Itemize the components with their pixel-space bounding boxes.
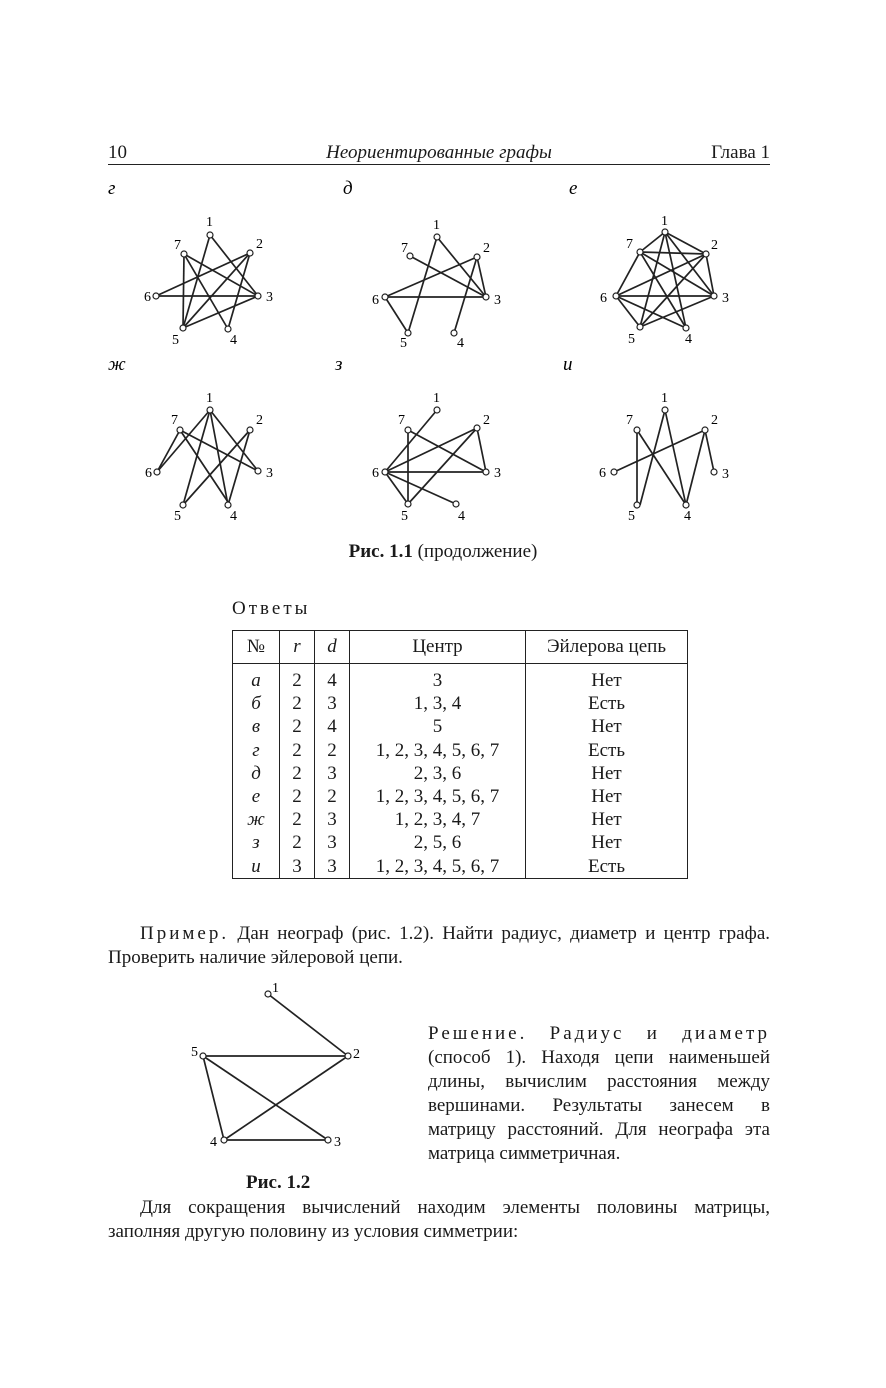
svg-text:3: 3 xyxy=(266,290,273,305)
svg-text:3: 3 xyxy=(266,466,273,481)
svg-text:е: е xyxy=(569,178,578,199)
cell-euler: Нет xyxy=(526,762,688,785)
svg-text:1: 1 xyxy=(272,981,279,996)
cell-diameter: 2 xyxy=(315,785,350,808)
svg-text:2: 2 xyxy=(711,413,718,428)
graph-panel-d xyxy=(343,178,501,351)
figure-1-2 xyxy=(180,980,380,1155)
cell-diameter: 3 xyxy=(315,762,350,785)
cell-euler: Есть xyxy=(526,855,688,879)
table-row xyxy=(233,785,688,808)
cell-radius: 2 xyxy=(280,692,315,715)
col-center: Центр xyxy=(350,631,526,664)
svg-text:6: 6 xyxy=(144,290,151,305)
cell-radius: 2 xyxy=(280,715,315,738)
cell-euler: Нет xyxy=(526,831,688,854)
svg-text:2: 2 xyxy=(353,1047,360,1062)
cell-euler: Есть xyxy=(526,739,688,762)
cell-center: 1, 2, 3, 4, 5, 6, 7 xyxy=(350,739,526,762)
col-diameter: d xyxy=(315,631,350,664)
cell-variant: б xyxy=(233,692,280,715)
table-row xyxy=(233,855,688,879)
svg-text:4: 4 xyxy=(458,509,465,524)
svg-text:7: 7 xyxy=(174,238,181,253)
svg-text:1: 1 xyxy=(433,218,440,233)
svg-text:4: 4 xyxy=(230,333,237,348)
cell-variant: а xyxy=(233,664,280,693)
table-row xyxy=(233,831,688,854)
cell-variant: в xyxy=(233,715,280,738)
cell-diameter: 3 xyxy=(315,855,350,879)
col-radius: r xyxy=(280,631,315,664)
cell-euler: Нет xyxy=(526,785,688,808)
cell-variant: и xyxy=(233,855,280,879)
table-row xyxy=(233,762,688,785)
cell-variant: з xyxy=(233,831,280,854)
cell-variant: г xyxy=(233,739,280,762)
svg-text:2: 2 xyxy=(711,238,718,253)
svg-text:5: 5 xyxy=(174,509,181,524)
svg-text:1: 1 xyxy=(206,391,213,406)
cell-euler: Нет xyxy=(526,808,688,831)
svg-text:7: 7 xyxy=(401,241,408,256)
table-row xyxy=(233,739,688,762)
cell-radius: 2 xyxy=(280,831,315,854)
cell-diameter: 3 xyxy=(315,692,350,715)
graph-panel-e xyxy=(569,178,729,347)
answers-title: Ответы xyxy=(232,598,311,619)
cell-radius: 2 xyxy=(280,664,315,693)
page-number: 10 xyxy=(108,142,127,163)
cell-radius: 2 xyxy=(280,808,315,831)
svg-text:7: 7 xyxy=(626,413,633,428)
svg-text:6: 6 xyxy=(145,466,152,481)
svg-text:и: и xyxy=(563,354,573,375)
example-paragraph: Пример. Дан неограф (рис. 1.2). Найти радиус, диаметр и центр графа. Проверить наличие эйлеровой цепи. xyxy=(108,923,770,968)
svg-text:з: з xyxy=(335,354,343,375)
cell-radius: 2 xyxy=(280,762,315,785)
col-euler: Эйлерова цепь xyxy=(526,631,688,664)
svg-text:2: 2 xyxy=(483,241,490,256)
table-row xyxy=(233,692,688,715)
col-number: № xyxy=(233,631,280,664)
table-row xyxy=(233,715,688,738)
cell-radius: 2 xyxy=(280,739,315,762)
svg-text:6: 6 xyxy=(599,466,606,481)
svg-text:7: 7 xyxy=(171,413,178,428)
cell-euler: Нет xyxy=(526,664,688,693)
running-title: Неориентированные графы xyxy=(326,142,552,163)
svg-text:д: д xyxy=(343,178,353,199)
cell-diameter: 2 xyxy=(315,739,350,762)
svg-text:5: 5 xyxy=(628,332,635,347)
example-lead: Пример. xyxy=(140,923,230,944)
solution-paragraph: Решение. Радиус и диаметр (способ 1). Находя цепи наименьшей длины, вычислим расстояния между вершинами. Результаты занесем в матрицу расстояний. Для неографа эта матрица симметричная. xyxy=(428,1023,770,1164)
figure-1-1 xyxy=(0,170,886,530)
svg-text:1: 1 xyxy=(661,214,668,229)
cell-center: 1, 2, 3, 4, 5, 6, 7 xyxy=(350,785,526,808)
svg-text:6: 6 xyxy=(372,466,379,481)
graph-panel-g xyxy=(108,178,273,348)
svg-text:2: 2 xyxy=(256,237,263,252)
cell-center: 2, 5, 6 xyxy=(350,831,526,854)
svg-text:5: 5 xyxy=(400,336,407,351)
panel-label: г xyxy=(108,178,116,199)
svg-text:4: 4 xyxy=(457,336,464,351)
svg-text:3: 3 xyxy=(722,291,729,306)
cell-variant: д xyxy=(233,762,280,785)
solution-lead: Решение. Радиус и диаметр xyxy=(428,1023,770,1044)
figure-1-1-caption: Рис. 1.1 (продолжение) xyxy=(348,541,538,562)
table-row xyxy=(233,664,688,693)
svg-text:2: 2 xyxy=(256,413,263,428)
svg-text:4: 4 xyxy=(684,509,691,524)
graph-panel-i xyxy=(563,354,729,524)
graph-panel-zh xyxy=(108,354,273,524)
cell-diameter: 4 xyxy=(315,664,350,693)
cell-euler: Нет xyxy=(526,715,688,738)
svg-text:2: 2 xyxy=(483,413,490,428)
answers-table xyxy=(232,630,688,879)
cell-diameter: 3 xyxy=(315,808,350,831)
cell-variant: ж xyxy=(233,808,280,831)
svg-text:5: 5 xyxy=(191,1045,198,1060)
cell-radius: 3 xyxy=(280,855,315,879)
svg-text:6: 6 xyxy=(600,291,607,306)
svg-text:1: 1 xyxy=(661,391,668,406)
svg-text:5: 5 xyxy=(628,509,635,524)
cell-diameter: 3 xyxy=(315,831,350,854)
table-row xyxy=(233,808,688,831)
svg-text:3: 3 xyxy=(494,293,501,308)
svg-text:3: 3 xyxy=(722,467,729,482)
svg-text:4: 4 xyxy=(685,332,692,347)
svg-text:5: 5 xyxy=(401,509,408,524)
svg-text:7: 7 xyxy=(398,413,405,428)
svg-text:7: 7 xyxy=(626,237,633,252)
figure-1-2-caption: Рис. 1.2 xyxy=(246,1172,311,1193)
cell-diameter: 4 xyxy=(315,715,350,738)
cell-center: 2, 3, 6 xyxy=(350,762,526,785)
svg-text:4: 4 xyxy=(210,1135,217,1150)
svg-text:1: 1 xyxy=(206,215,213,230)
chapter-label: Глава 1 xyxy=(711,142,770,163)
graph-panel-z xyxy=(334,354,501,524)
svg-text:ж: ж xyxy=(108,354,126,375)
cell-center: 3 xyxy=(350,664,526,693)
svg-text:1: 1 xyxy=(433,391,440,406)
running-header xyxy=(108,140,770,165)
answers-table-body xyxy=(233,664,688,879)
cell-center: 1, 3, 4 xyxy=(350,692,526,715)
svg-text:5: 5 xyxy=(172,333,179,348)
svg-text:4: 4 xyxy=(230,509,237,524)
cell-euler: Есть xyxy=(526,692,688,715)
svg-text:3: 3 xyxy=(334,1135,341,1150)
cell-radius: 2 xyxy=(280,785,315,808)
svg-text:6: 6 xyxy=(372,293,379,308)
cell-variant: е xyxy=(233,785,280,808)
cell-center: 1, 2, 3, 4, 5, 6, 7 xyxy=(350,855,526,879)
cell-center: 1, 2, 3, 4, 7 xyxy=(350,808,526,831)
cell-center: 5 xyxy=(350,715,526,738)
closing-paragraph: Для сокращения вычислений находим элементы половины матрицы, заполняя другую половину из условия симметрии: xyxy=(108,1197,770,1242)
svg-text:3: 3 xyxy=(494,466,501,481)
